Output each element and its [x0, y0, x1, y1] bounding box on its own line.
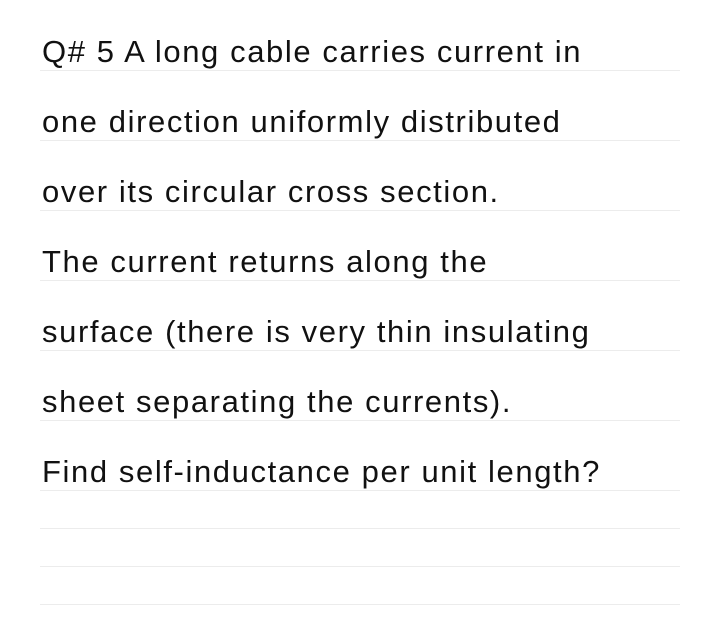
question-line-7: Find self-inductance per unit length?	[42, 454, 601, 489]
question-line-1: Q# 5 A long cable carries current in	[42, 34, 583, 69]
question-line-2: one direction uniformly distributed	[42, 104, 562, 139]
ruled-line	[40, 604, 680, 605]
ruled-line	[40, 528, 680, 529]
ruled-line	[40, 566, 680, 567]
question-line-6: sheet separating the currents).	[42, 384, 513, 419]
question-line-5: surface (there is very thin insulating	[42, 314, 591, 349]
question-line-4: The current returns along the	[42, 244, 489, 279]
question-line-3: over its circular cross section.	[42, 174, 500, 209]
